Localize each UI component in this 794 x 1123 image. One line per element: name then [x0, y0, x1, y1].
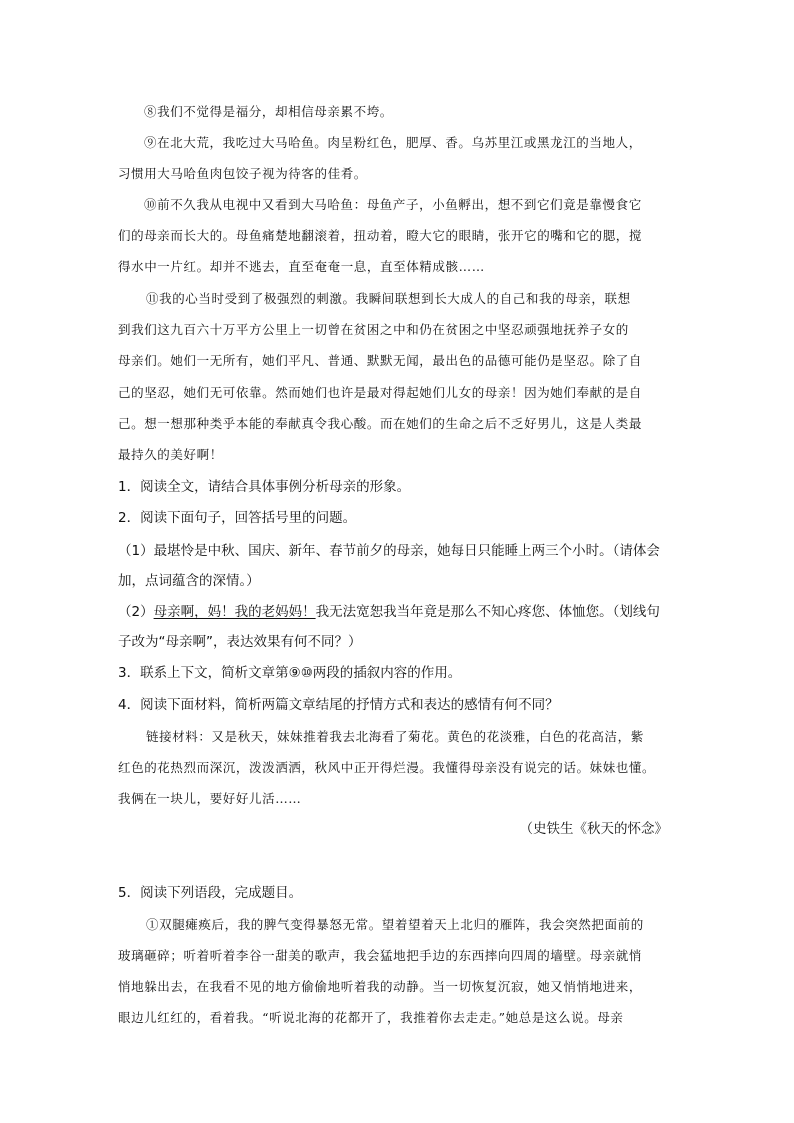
material-line-3: 我俩在一块儿，要好好儿活…… [118, 791, 302, 806]
passage-paragraph-9-line-2: 习惯用大马哈鱼肉包饺子视为待客的佳肴。 [118, 166, 367, 181]
underlined-sentence: 母亲啊，妈！我的老妈妈！ [153, 604, 316, 620]
question-2-2-line-1 [118, 604, 678, 620]
passage-paragraph-9-line-1: ⑨在北大荒，我吃过大马哈鱼。肉呈粉红色，肥厚、香。乌苏里江或黑龙江的当地人， [144, 135, 642, 150]
passage2-line-2: 玻璃砸碎；听着听着李谷一甜美的歌声，我会猛地把手边的东西摔向四周的墙壁。母亲就悄 [118, 948, 643, 963]
passage-paragraph-8: ⑧我们不觉得是福分，却相信母亲累不垮。 [144, 104, 393, 119]
question-2-1-line-2: 加，点词蕴含的深情。） [118, 573, 260, 589]
question-2: 2．阅读下面句子，回答括号里的问题。 [118, 510, 357, 526]
passage-paragraph-11-line-2: 到我们这九百六十万平方公里上一切曾在贫困之中和仍在贫困之中坚忍顽强地抚养子女的 [118, 322, 629, 337]
material-line-1: 链接材料：又是秋天，妹妹推着我去北海看了菊花。黄色的花淡雅，白色的花高洁，紫 [146, 729, 644, 744]
passage-paragraph-11-line-1: ⑪我的心当时受到了极强烈的刺激。我瞬间联想到长大成人的自己和我的母亲，联想 [146, 291, 631, 306]
passage-paragraph-10-line-3: 得水中一片红。却并不逃去，直至奄奄一息，直至体精成骸…… [118, 259, 485, 274]
passage-paragraph-11-line-3: 母亲们。她们一无所有，她们平凡、普通、默默无闻，最出色的品德可能仍是坚忍。除了自 [118, 353, 643, 368]
passage2-line-3: 悄地躲出去，在我看不见的地方偷偷地听着我的动静。当一切恢复沉寂，她又悄悄地进来， [118, 979, 643, 994]
passage-paragraph-11-line-4: 己的坚忍，她们无可依靠。然而她们也许是最对得起她们儿女的母亲！因为她们奉献的是自 [118, 385, 643, 400]
question-2-2-line-2: 子改为“母亲啊”，表达效果有何不同？） [118, 634, 362, 650]
passage-paragraph-11-line-5: 己。想一想那种类乎本能的奉献真令我心酸。而在她们的生命之后不乏好男儿，这是人类最 [118, 416, 643, 431]
material-line-2: 红色的花热烈而深沉，泼泼洒洒，秋风中正开得烂漫。我懂得母亲没有说完的话。妹妹也懂。 [118, 760, 656, 775]
question-5: 5．阅读下列语段，完成题目。 [118, 885, 303, 901]
passage-paragraph-10-line-2: 们的母亲而长大的。母鱼痛楚地翻滚着，扭动着，瞪大它的眼睛，张开它的嘴和它的腮，搅 [118, 228, 643, 243]
passage-paragraph-10-line-1: ⑩前不久我从电视中又看到大马哈鱼：母鱼产子，小鱼孵出，想不到它们竟是靠慢食它 [144, 197, 642, 212]
question-4: 4．阅读下面材料，简析两篇文章结尾的抒情方式和表达的感情有何不同？ [118, 697, 559, 713]
passage2-line-4: 眼边儿红红的，看着我。“听说北海的花都开了，我推着你去走走。”她总是这么说。母亲 [118, 1010, 624, 1025]
question-2-2-prefix: （2） [118, 604, 154, 620]
question-1: 1．阅读全文，请结合具体事例分析母亲的形象。 [118, 479, 411, 495]
material-source: （史铁生《秋天的怀念》 [519, 821, 668, 837]
question-3: 3．联系上下文，简析文章第⑨⑩两段的插叙内容的作用。 [118, 665, 462, 681]
question-2-1-line-1: （1）最堪怜是中秋、国庆、新年、春节前夕的母亲，她每日只能睡上两三个小时。（请体会 [118, 543, 660, 559]
passage-paragraph-11-line-6: 最持久的美好啊！ [118, 447, 223, 462]
passage2-line-1: ①双腿瘫痪后，我的脾气变得暴怒无常。望着望着天上北归的雁阵，我会突然把面前的 [146, 917, 644, 932]
question-2-2-rest: 我无法宽恕我当年竟是那么不知心疼您、体恤您。（划线句 [315, 604, 660, 620]
